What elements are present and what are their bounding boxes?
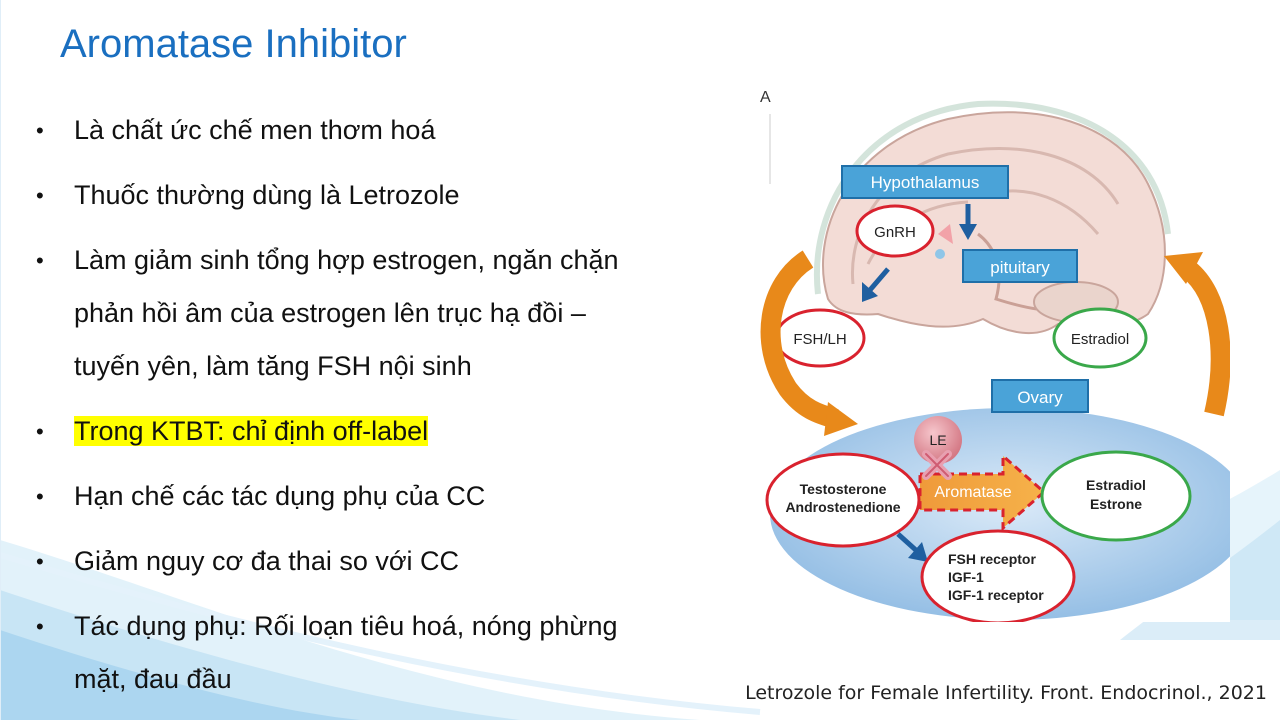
figure-svg bbox=[758, 84, 1230, 622]
bullet-dot: • bbox=[36, 614, 44, 639]
bullet-text: Giảm nguy cơ đa thai so với CC bbox=[74, 546, 460, 576]
bullet-text: Làm giảm sinh tổng hợp estrogen, ngăn chặn phản hồi âm của estrogen lên trục hạ đồi – tuyến yên, làm tăng FSH nội sinh bbox=[74, 245, 619, 381]
orange-cycle-arrow-right bbox=[1164, 252, 1221, 414]
ovary-label: Ovary bbox=[1017, 388, 1063, 407]
pituitary-label: pituitary bbox=[990, 258, 1050, 277]
bullet-item bbox=[36, 104, 656, 157]
igf1-label: IGF-1 bbox=[948, 569, 984, 585]
bullet-item bbox=[36, 169, 656, 222]
bullet-text: Là chất ức chế men thơm hoá bbox=[74, 115, 436, 145]
hypothalamus-label: Hypothalamus bbox=[870, 173, 980, 192]
estrogen-node bbox=[1042, 452, 1190, 540]
bullet-text: Tác dụng phụ: Rối loạn tiêu hoá, nóng phừng mặt, đau đầu bbox=[74, 611, 618, 694]
le-label: LE bbox=[929, 432, 947, 448]
bullet-dot: • bbox=[36, 183, 44, 208]
bullet-item bbox=[36, 535, 656, 588]
letrozole-mechanism-figure bbox=[758, 84, 1230, 622]
bullet-item bbox=[36, 600, 656, 706]
androgen-node bbox=[767, 454, 919, 546]
hypothalamus-box bbox=[842, 166, 1008, 198]
estradiol-feedback-label: Estradiol bbox=[1070, 331, 1130, 348]
testosterone-label: Testosterone bbox=[799, 481, 887, 497]
bullet-list bbox=[36, 104, 656, 718]
bullet-dot: • bbox=[36, 484, 44, 509]
bullet-dot: • bbox=[36, 549, 44, 574]
receptor-node bbox=[922, 531, 1074, 622]
fsh-lh-node bbox=[776, 310, 864, 366]
bullet-item bbox=[36, 470, 656, 523]
ovary-box bbox=[992, 380, 1088, 412]
bullet-item bbox=[36, 405, 656, 458]
bullet-dot: • bbox=[36, 248, 44, 273]
estradiol-feedback-node bbox=[1054, 309, 1146, 367]
panel-label: A bbox=[760, 89, 771, 106]
aromatase-label: Aromatase bbox=[934, 484, 1012, 501]
estrone-label: Estrone bbox=[1089, 496, 1143, 512]
bullet-item bbox=[36, 234, 656, 393]
gnrh-node bbox=[857, 206, 933, 256]
bullet-text: Thuốc thường dùng là Letrozole bbox=[74, 180, 460, 210]
pituitary-box bbox=[963, 250, 1077, 282]
gnrh-label: GnRH bbox=[874, 224, 916, 241]
estradiol-label: Estradiol bbox=[1086, 477, 1146, 493]
bullet-dot: • bbox=[36, 118, 44, 143]
fsh-receptor-label: FSH receptor bbox=[948, 551, 1036, 567]
igf1-receptor-label: IGF-1 receptor bbox=[948, 587, 1044, 603]
fsh-lh-label: FSH/LH bbox=[793, 331, 847, 348]
citation: Letrozole for Female Infertility. Front. Endocrinol., 2021 bbox=[745, 682, 1267, 704]
letrozole-molecule bbox=[914, 416, 962, 464]
slide-title: Aromatase Inhibitor bbox=[60, 22, 407, 66]
androstenedione-label: Androstenedione bbox=[785, 499, 901, 515]
bullet-text: Hạn chế các tác dụng phụ của CC bbox=[74, 481, 486, 511]
bullet-text-highlighted: Trong KTBT: chỉ định off-label bbox=[74, 416, 429, 446]
bullet-dot: • bbox=[36, 419, 44, 444]
